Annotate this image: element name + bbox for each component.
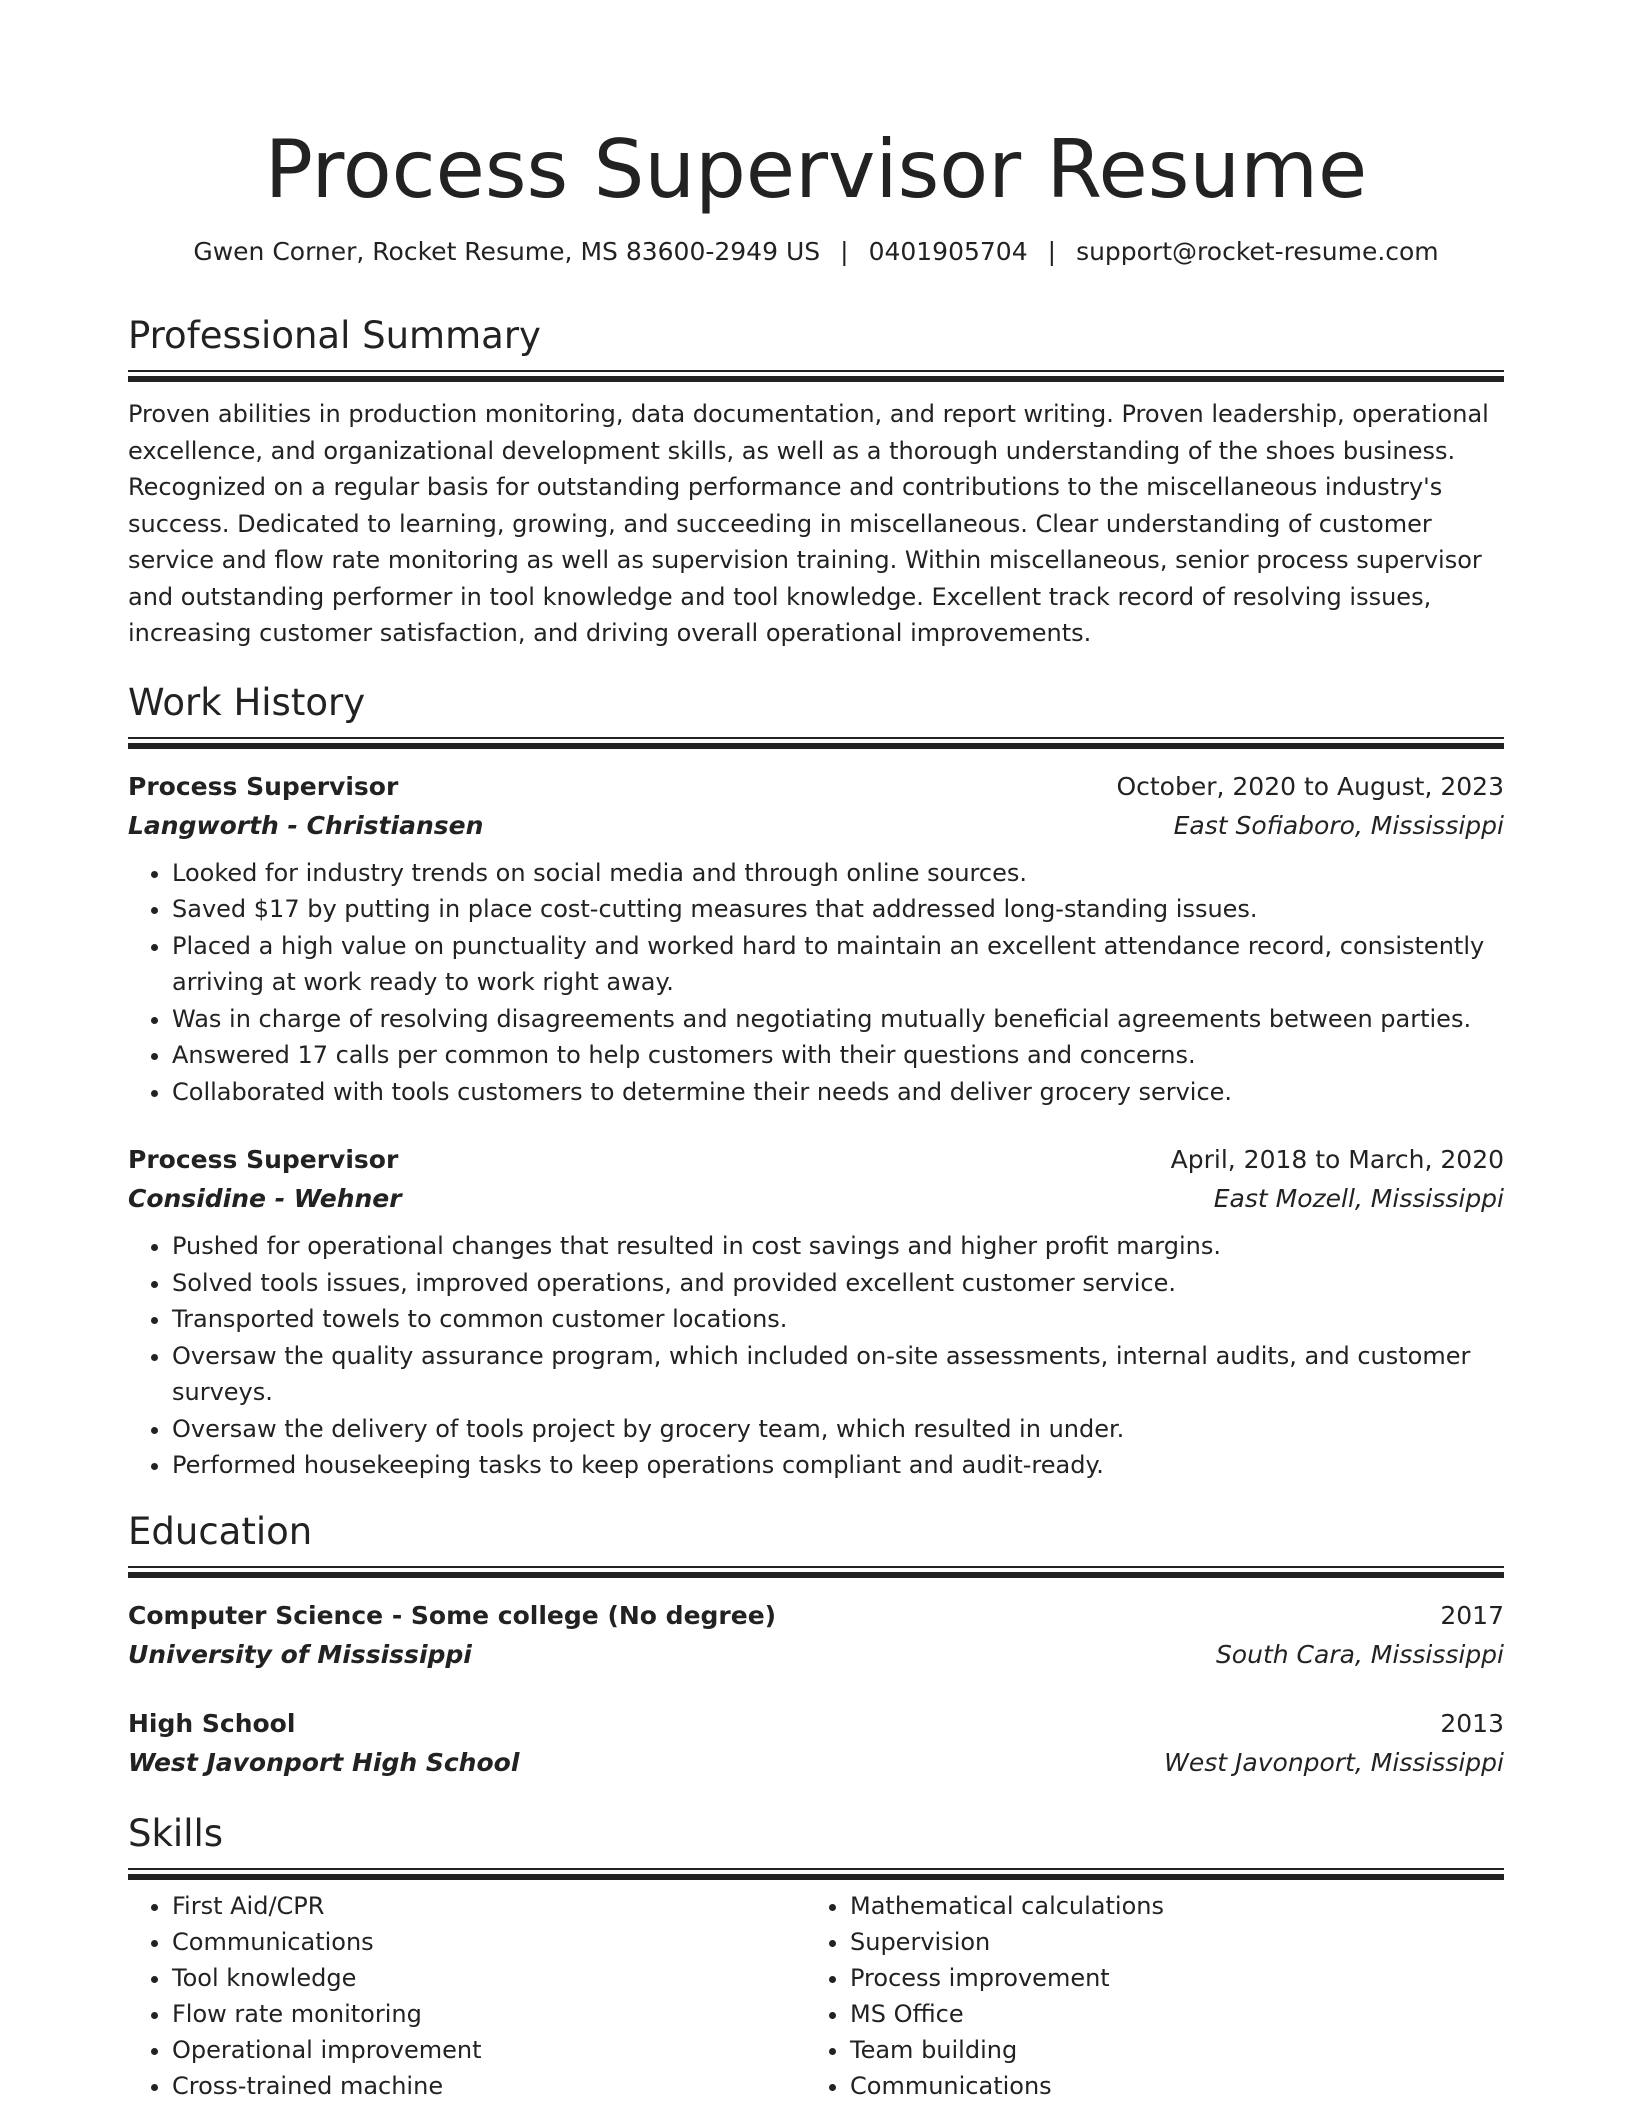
job-location: East Sofiaboro, Mississippi [1173,810,1504,840]
education-school: University of Mississippi [128,1639,472,1669]
work-history-section [128,679,1504,1484]
job-entry [128,1140,1504,1484]
education-degree: Computer Science - Some college (No degree) [128,1600,777,1630]
skills-heading: Skills [128,1811,224,1855]
resume-title: Process Supervisor Resume [264,123,1368,216]
skills-section [128,1810,1504,2104]
job-title: Process Supervisor [128,771,399,801]
skill-item: • Flow rate monitoring [172,1996,806,2032]
skill-item: • Mathematical calculations [850,1888,1484,1924]
work-history-heading: Work History [128,680,366,724]
list-item: • Oversaw the delivery of tools project by grocery team, which resulted in under. [172,1411,1504,1448]
contact-address: Gwen Corner, Rocket Resume, MS 83600-2949 US [193,237,821,266]
education-section [128,1508,1504,1782]
skill-item: • Process improvement [850,1960,1484,1996]
skill-item: • Communications [172,1924,806,1960]
job-dates: April, 2018 to March, 2020 [1170,1145,1504,1174]
skills-list-left [128,1888,806,2104]
skill-item: • Supervision [850,1924,1484,1960]
job-entry [128,767,1504,1111]
list-item: • Pushed for operational changes that resulted in cost savings and higher profit margins. [172,1228,1504,1265]
list-item: • Oversaw the quality assurance program, which included on-site assessments, internal audits, and customer surveys. [172,1338,1504,1411]
contact-phone: 0401905704 [868,237,1028,266]
section-divider [128,1868,1504,1880]
list-item: • Saved $17 by putting in place cost-cutting measures that addressed long-standing issues. [172,891,1504,928]
list-item: • Performed housekeeping tasks to keep operations compliant and audit-ready. [172,1447,1504,1484]
skill-item: • MS Office [850,1996,1484,2032]
education-entry [128,1596,1504,1674]
education-heading: Education [128,1509,313,1553]
job-title: Process Supervisor [128,1145,399,1174]
skill-item: • Communications [850,2068,1484,2104]
education-year: 2017 [1440,1600,1504,1630]
job-bullets [128,1228,1504,1484]
education-location: South Cara, Mississippi [1215,1639,1504,1669]
skill-item: • Cross-trained machine [172,2068,806,2104]
section-divider [128,370,1504,382]
list-item: • Collaborated with tools customers to determine their needs and deliver grocery service. [172,1074,1504,1111]
education-location: West Javonport, Mississippi [1164,1747,1504,1777]
skill-item: • Tool knowledge [172,1960,806,1996]
job-bullets [128,855,1504,1111]
resume-page [128,0,1504,2104]
job-dates: October, 2020 to August, 2023 [1116,771,1504,801]
summary-heading: Professional Summary [128,314,541,357]
list-item: • Looked for industry trends on social media and through online sources. [172,855,1504,892]
contact-separator: | [1047,237,1057,266]
job-location: East Mozell, Mississippi [1213,1184,1504,1213]
skill-item: • Team building [850,2032,1484,2068]
summary-text: Proven abilities in production monitoring, data documentation, and report writing. Proven leadership, operational excellence, and organizational development skills, as well as a thorough understanding of the shoes business. Recognized on a regular basis for outstanding performance and contributions to the miscellaneous industry's success. Dedicated to learning, growing, and succeeding in miscellaneous. Clear understanding of customer service and flow rate monitoring as well as supervision training. Within miscellaneous, senior process supervisor and outstanding performer in tool knowledge and tool knowledge. Excellent track record of resolving issues, increasing customer satisfaction, and driving overall operational improvements. [128,400,1489,647]
list-item: • Was in charge of resolving disagreements and negotiating mutually beneficial agreements between parties. [172,1001,1504,1038]
education-school: West Javonport High School [128,1747,520,1777]
list-item: • Answered 17 calls per common to help customers with their questions and concerns. [172,1037,1504,1074]
job-company: Considine - Wehner [128,1184,402,1213]
skills-columns [128,1888,1504,2104]
contact-email: support@rocket-resume.com [1076,237,1439,266]
list-item: • Placed a high value on punctuality and worked hard to maintain an excellent attendance record, consistently arriving at work ready to work right away. [172,928,1504,1001]
skills-list-right [806,1888,1484,2104]
contact-separator: | [840,237,849,266]
section-divider [128,1566,1504,1578]
job-company: Langworth - Christiansen [128,810,484,840]
list-item: • Transported towels to common customer locations. [172,1301,1504,1338]
education-degree: High School [128,1708,296,1738]
section-divider [128,737,1504,749]
summary-section [128,312,1504,652]
contact-line [128,234,1504,270]
skill-item: • First Aid/CPR [172,1888,806,1924]
list-item: • Solved tools issues, improved operations, and provided excellent customer service. [172,1265,1504,1302]
skill-item: • Operational improvement [172,2032,806,2068]
education-year: 2013 [1440,1708,1504,1738]
education-entry [128,1704,1504,1782]
